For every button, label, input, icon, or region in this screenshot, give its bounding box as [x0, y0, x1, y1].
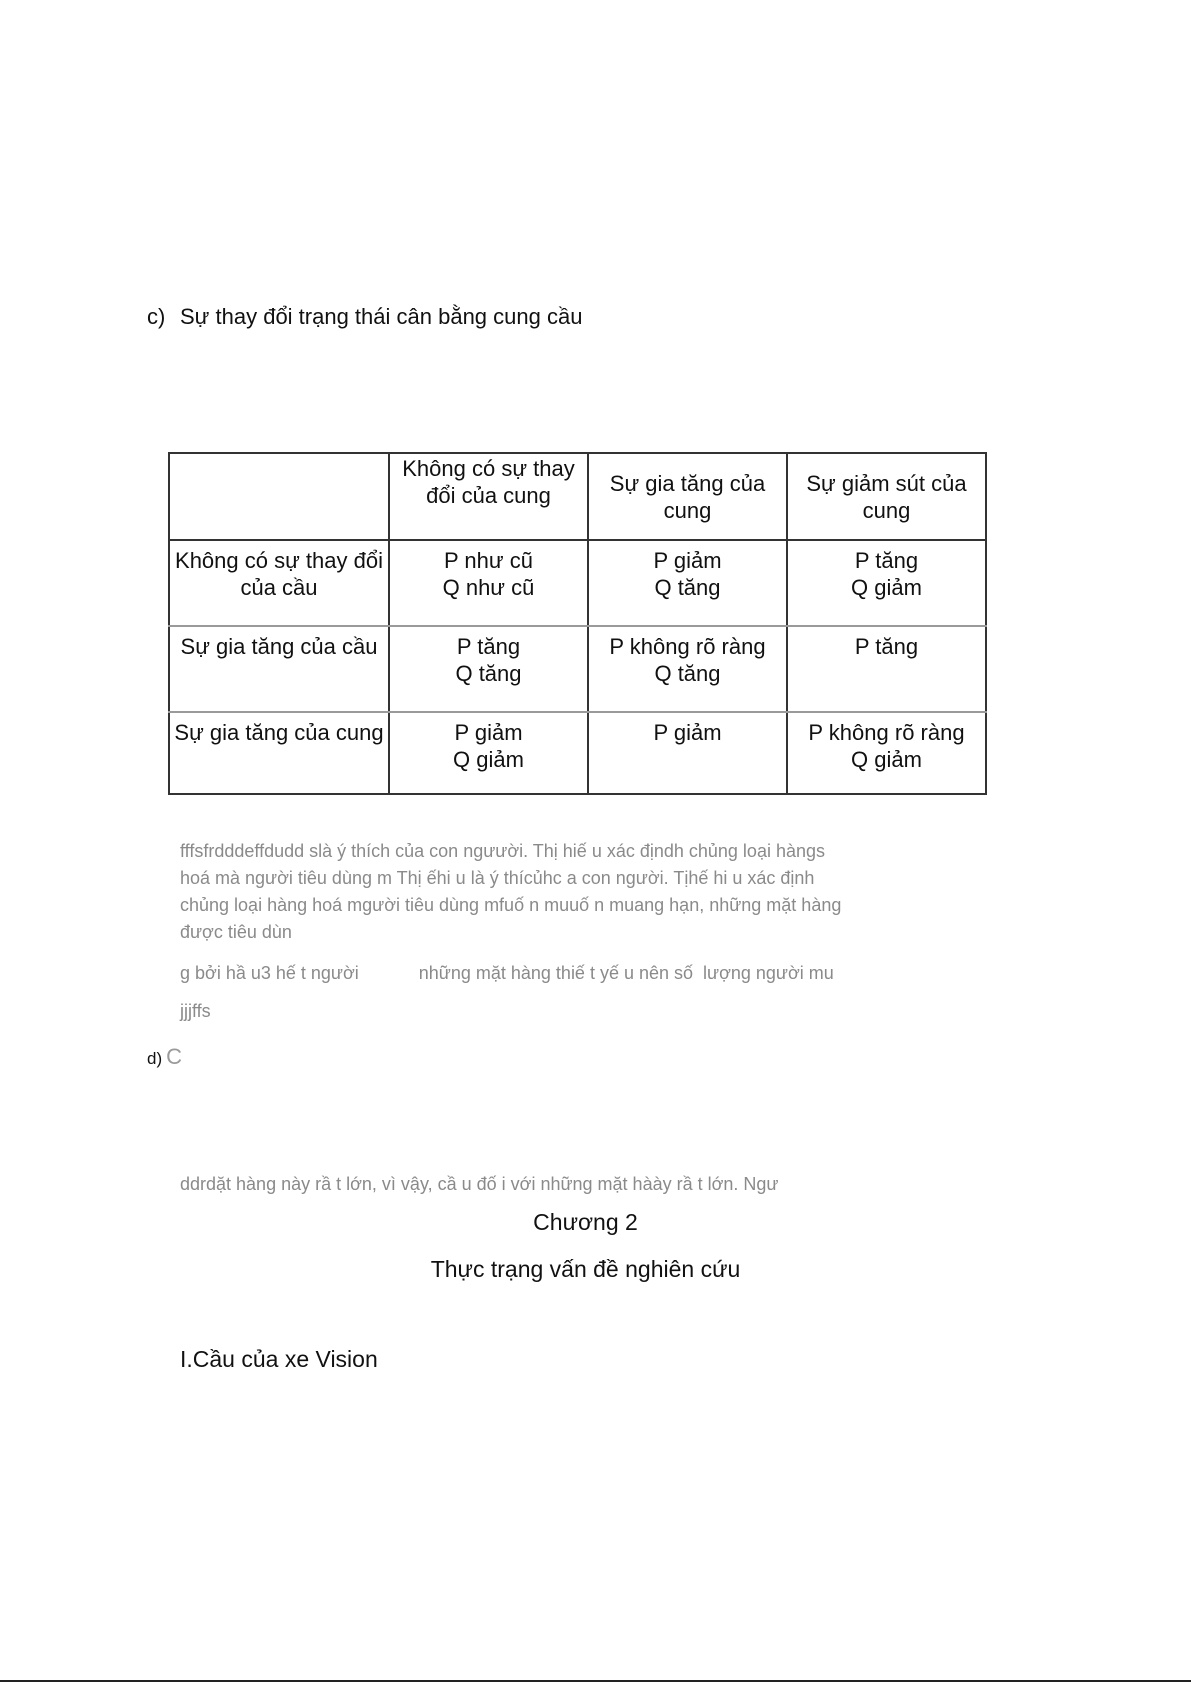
section-d-marker: d) — [147, 1049, 163, 1068]
table-header-row — [169, 453, 986, 540]
cell-line: Q giảm — [453, 747, 524, 772]
faded-paragraph: g bởi hầ u3 hế t người những mặt hàng thiế t yế u nên số lượng người mu — [180, 963, 834, 983]
bottom-rule — [0, 1680, 1191, 1682]
table-cell — [389, 626, 588, 712]
cell-line: P giảm — [653, 720, 722, 745]
header-cell-supply-increase: Sự gia tăng của cung — [588, 453, 787, 540]
section-d-heading — [147, 1044, 182, 1070]
row-label: Sự gia tăng của cầu — [169, 626, 389, 712]
section-c-marker: c) — [147, 304, 166, 329]
table-row — [169, 712, 986, 794]
cell-line: P tăng — [854, 548, 919, 573]
cell-line: P không rõ ràng — [609, 634, 766, 659]
cell-line: P tăng — [456, 634, 521, 659]
cell-line: Q giảm — [851, 575, 922, 600]
table-cell — [787, 540, 986, 626]
cell-line: Q như cũ — [442, 575, 535, 600]
cell-line: Q tăng — [455, 661, 522, 686]
row-label: Sự gia tăng của cung — [169, 712, 389, 794]
section-heading: I.Cầu của xe Vision — [180, 1346, 378, 1372]
table-corner-cell — [169, 453, 389, 540]
table-cell — [588, 712, 787, 794]
section-c-heading — [147, 304, 582, 330]
cell-line: P như cũ — [444, 548, 533, 573]
cell-line: Q tăng — [654, 661, 721, 686]
table-cell — [787, 712, 986, 794]
section-d-faint-text: C — [166, 1044, 183, 1069]
table-cell — [389, 712, 588, 794]
cell-line: P giảm — [454, 720, 523, 745]
cell-line: P giảm — [653, 548, 722, 573]
table-cell — [787, 626, 986, 712]
header-cell-no-supply-change: Không có sự thay đổi của cung — [389, 453, 588, 540]
cell-line: Q giảm — [851, 747, 922, 772]
table-cell — [588, 626, 787, 712]
table-cell — [389, 540, 588, 626]
row-label: Không có sự thay đổi của cầu — [169, 540, 389, 626]
chapter-title: Chương 2 — [533, 1209, 638, 1235]
cell-line: Q tăng — [654, 575, 721, 600]
table-row — [169, 540, 986, 626]
faded-paragraph: ddrdặt hàng này rầ t lớn, vì vậy, cầ u đố i với những mặt hàày rầ t lớn. Ngư — [180, 1174, 779, 1194]
chapter-subtitle: Thực trạng vấn đề nghiên cứu — [430, 1256, 741, 1282]
cell-line: P không rõ ràng — [808, 720, 965, 745]
faded-paragraph: fffsfrdddeffdudd slà ý thích của con ngưười. Thị hiế u xác địndh chủng loại hàngs hoá mà người tiêu dùng m Thị ếhi u là ý thícủhc a con người. Tịhế hi u xác định chủng loại hàng hoá mgười tiêu dùng mfuố n muuố n muang hạn, những mặt hàng được tiêu dùn — [180, 841, 842, 942]
table-cell — [588, 540, 787, 626]
faded-paragraph: jjjffs — [180, 1001, 211, 1021]
cell-line: P tăng — [854, 634, 919, 659]
section-c-title: Sự thay đổi trạng thái cân bằng cung cầu — [180, 304, 583, 329]
header-cell-supply-decrease: Sự giảm sút của cung — [787, 453, 986, 540]
table-row — [169, 626, 986, 712]
supply-demand-table — [168, 452, 987, 795]
